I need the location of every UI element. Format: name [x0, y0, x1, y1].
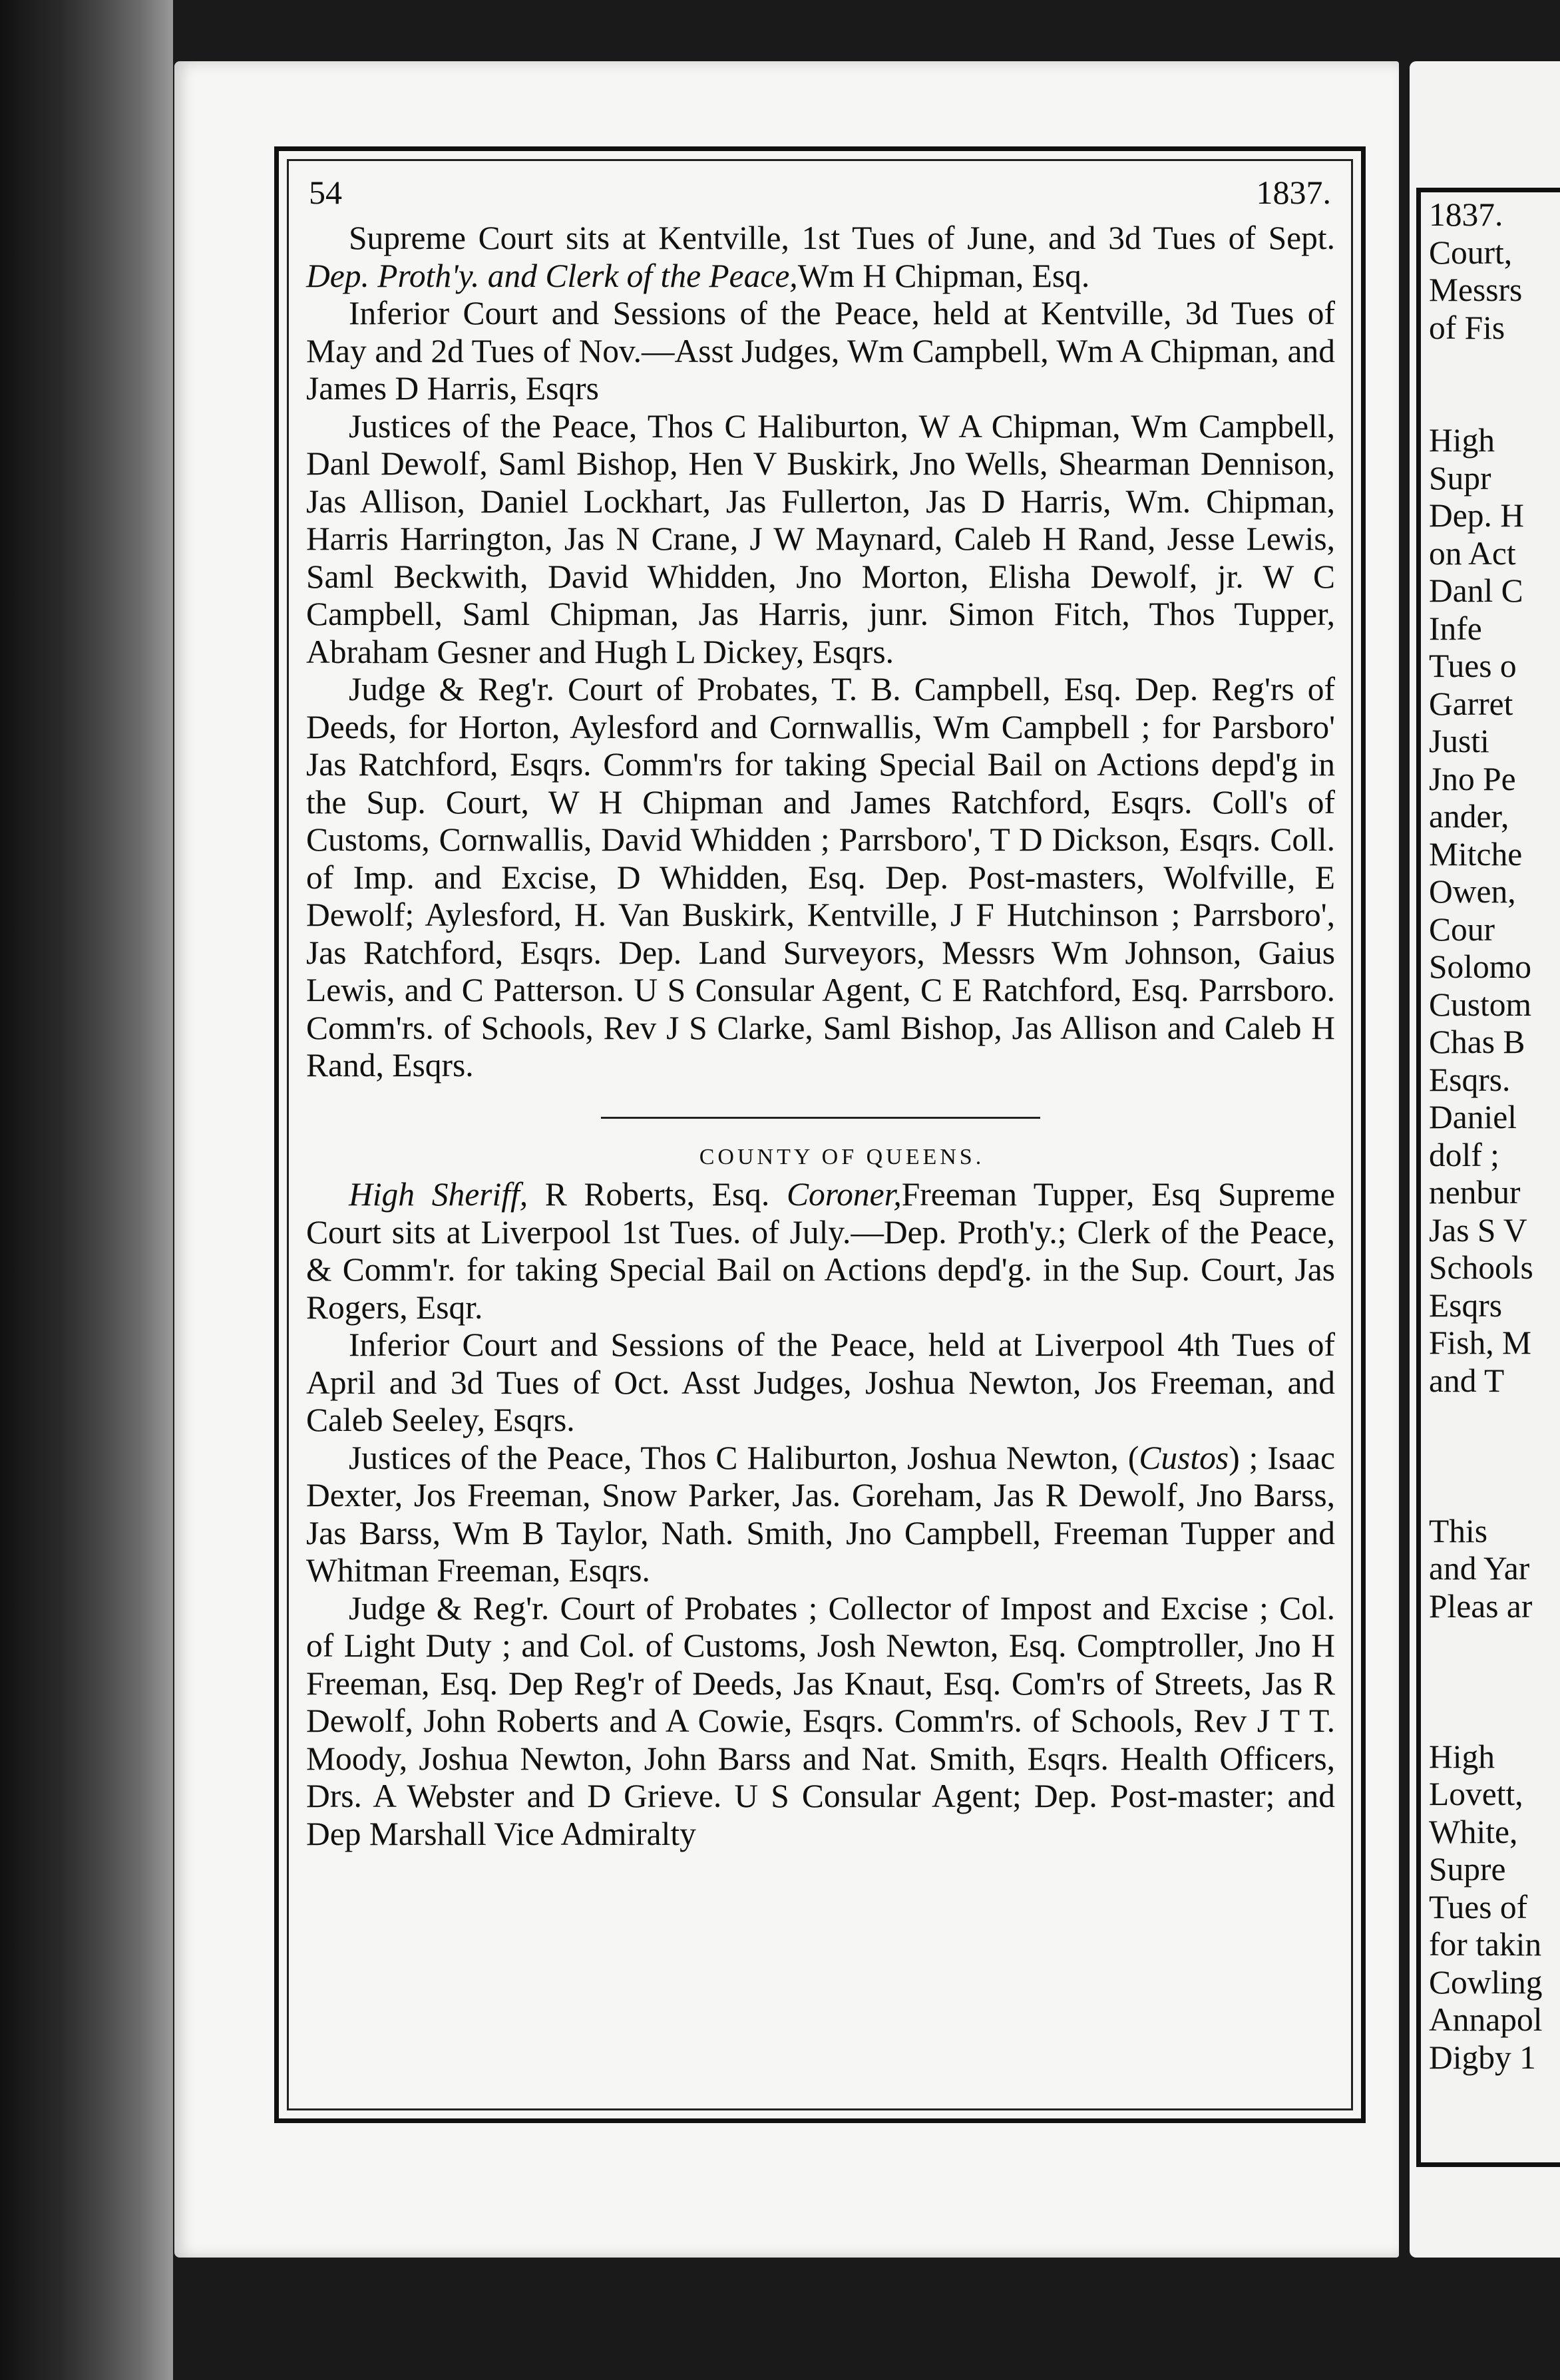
right-page-line [1429, 1625, 1560, 1663]
right-page-line [1429, 1663, 1560, 1701]
right-page-line: of Fis [1429, 309, 1505, 346]
right-page-line: Court, [1429, 234, 1513, 271]
right-page-line: Digby 1 [1429, 2039, 1536, 2076]
right-page-line: Chas B [1429, 1024, 1525, 1060]
right-page-line [1429, 1438, 1560, 1476]
right-page-line: Mitche [1429, 835, 1523, 873]
right-page-line: Esqrs [1429, 1287, 1502, 1324]
right-page-border [1416, 188, 1560, 2167]
page-number: 54 [309, 174, 342, 211]
right-page-line: dolf ; [1429, 1136, 1499, 1173]
right-page-line [1429, 347, 1560, 385]
right-page-line: and T [1429, 1362, 1505, 1399]
kings-probates: Judge & Reg'r. Court of Probates, T. B. Campbell, Esq. Dep. Reg'rs of Deeds, for Horton, Aylesford and Cornwallis, Wm Campbell ; for Parsboro' Jas Ratchford, Esqrs. Comm'rs for taking Special Bail on Actions depd'g in the Sup. Court, W H Chipman and James Ratchford, Esqrs. Coll's of Customs, Cornwallis, David Whidden ; Parrsboro', T D Dickson, Esqrs. Coll. of Imp. and Excise, D Whidden, Esq. Dep. Post-masters, Wolfville, E Dewolf; Aylesford, H. Van Buskirk, Kentville, J F Hutchinson ; Parrsboro', Jas Ratchford, Esqrs. Dep. Land Surveyors, Messrs Wm Johnson, Gaius Lewis, and C Patterson. U S Consular Agent, C E Ratchford, Esq. Parrsboro. Comm'rs. of Schools, Rev J S Clarke, Saml Bishop, Jas Allison and Caleb H Rand, Esqrs. [306, 671, 1335, 1084]
right-page-line [1429, 1475, 1560, 1513]
right-page-line: 1837. [1429, 196, 1503, 233]
left-page [174, 61, 1399, 2258]
right-page-line: Messrs [1429, 272, 1523, 308]
page-border [274, 146, 1366, 2123]
right-page-text [1429, 196, 1560, 2077]
right-page-line: Tues of [1429, 1888, 1528, 1925]
queens-sheriff: High Sheriff, R Roberts, Esq. Coroner,Freeman Tupper, Esq Supreme Court sits at Liverpool 1st Tues. of July.—Dep. Proth'y.; Clerk of the Peace, & Comm'r. for taking Special Bail on Actions depd'g. in the Sup. Court, Jas Rogers, Esqr. [306, 1176, 1335, 1326]
kings-supreme-court: Supreme Court sits at Kentville, 1st Tues of June, and 3d Tues of Sept. Dep. Proth'y. and Clerk of the Peace,Wm H Chipman, Esq. [306, 220, 1335, 294]
right-page-line: Garret [1429, 685, 1513, 722]
right-page-line: Schools [1429, 1249, 1533, 1286]
right-page-line: Fish, M [1429, 1324, 1532, 1361]
right-page-line [1429, 385, 1560, 423]
page-header [309, 173, 1331, 213]
right-page-line [1429, 1700, 1560, 1738]
right-page-edge [1410, 61, 1560, 2258]
book-spine [0, 0, 173, 2380]
right-page-line: Jas S V [1429, 1211, 1527, 1249]
right-page-line: ander, [1429, 798, 1509, 835]
right-page-line: High [1429, 422, 1495, 459]
queens-inferior-court: Inferior Court and Sessions of the Peace, held at Liverpool 4th Tues of April and 3d Tues of Oct. Asst Judges, Joshua Newton, Jos Freeman, and Caleb Seeley, Esqrs. [306, 1326, 1335, 1438]
right-page-line: Annapol [1429, 2001, 1543, 2038]
right-page-line [1429, 1400, 1560, 1438]
right-page-line: Supr [1429, 459, 1491, 496]
right-page-line: Lovett, [1429, 1776, 1523, 1812]
page-year: 1837. [1256, 174, 1331, 211]
right-page-line: High [1429, 1738, 1495, 1775]
right-page-line: This [1429, 1512, 1488, 1549]
right-page-line: Jno Pe [1429, 760, 1516, 797]
right-page-line: Danl C [1429, 572, 1523, 609]
section-divider [601, 1117, 1040, 1119]
queens-justices: Justices of the Peace, Thos C Haliburton, Joshua Newton, (Custos) ; Isaac Dexter, Jos Freeman, Snow Parker, Jas. Goreham, Jas R Dewolf, Jno Barss, Jas Barss, Wm B Taylor, Nath. Smith, Jno Campbell, Freeman Tupper and Whitman Freeman, Esqrs. [306, 1439, 1335, 1589]
right-page-line: and Yar [1429, 1550, 1530, 1587]
right-page-line: Esqrs. [1429, 1061, 1511, 1098]
right-page-line: nenbur [1429, 1174, 1521, 1211]
right-page-line: Tues o [1429, 648, 1517, 684]
right-page-line: White, [1429, 1813, 1518, 1850]
right-page-line: Cowling [1429, 1963, 1543, 2001]
right-page-line: Supre [1429, 1851, 1506, 1887]
right-page-line: for takin [1429, 1926, 1542, 1963]
right-page-line: Infe [1429, 610, 1482, 647]
queens-probates: Judge & Reg'r. Court of Probates ; Collector of Impost and Excise ; Col. of Light Duty ; and Col. of Customs, Josh Newton, Esq. Comptroller, Jno H Freeman, Esq. Dep Reg'r of Deeds, Jas Knaut, Esq. Com'rs of Streets, Jas R Dewolf, John Roberts and A Cowie, Esqrs. Comm'rs. of Schools, Rev J T T. Moody, Joshua Newton, John Barss and Nat. Smith, Esqrs. Health Officers, Drs. A Webster and D Grieve. U S Consular Agent; Dep. Post-master; and Dep Marshall Vice Admiralty [306, 1589, 1335, 1852]
right-page-line: Owen, [1429, 873, 1516, 910]
page-body [306, 220, 1335, 1853]
page-border-inner [287, 159, 1353, 2110]
right-page-line: Solomo [1429, 948, 1532, 985]
kings-justices: Justices of the Peace, Thos C Haliburton, W A Chipman, Wm Campbell, Danl Dewolf, Saml Bishop, Hen V Buskirk, Jno Wells, Shearman Dennison, Jas Allison, Daniel Lockhart, Jas Fullerton, Jas D Harris, Wm. Chipman, Harris Harrington, Jas N Crane, J W Maynard, Caleb H Rand, Jesse Lewis, Saml Beckwith, David Whidden, Jno Morton, Elisha Dewolf, jr. W C Campbell, Saml Chipman, Jas Harris, junr. Simon Fitch, Thos Tupper, Abraham Gesner and Hugh L Dickey, Esqrs. [306, 407, 1335, 670]
right-page-line: Dep. H [1429, 497, 1524, 534]
right-page-line: Justi [1429, 723, 1489, 759]
right-page-line: Pleas ar [1429, 1587, 1533, 1625]
section-heading-queens: COUNTY OF QUEENS. [699, 1144, 985, 1169]
kings-inferior-court: Inferior Court and Sessions of the Peace, held at Kentville, 3d Tues of May and 2d Tues of Nov.—Asst Judges, Wm Campbell, Wm A Chipman, and James D Harris, Esqrs [306, 295, 1335, 407]
right-page-line: Daniel [1429, 1099, 1517, 1135]
right-page-line: Cour [1429, 910, 1495, 948]
right-page-line: on Act [1429, 534, 1516, 572]
right-page-line: Custom [1429, 986, 1532, 1023]
